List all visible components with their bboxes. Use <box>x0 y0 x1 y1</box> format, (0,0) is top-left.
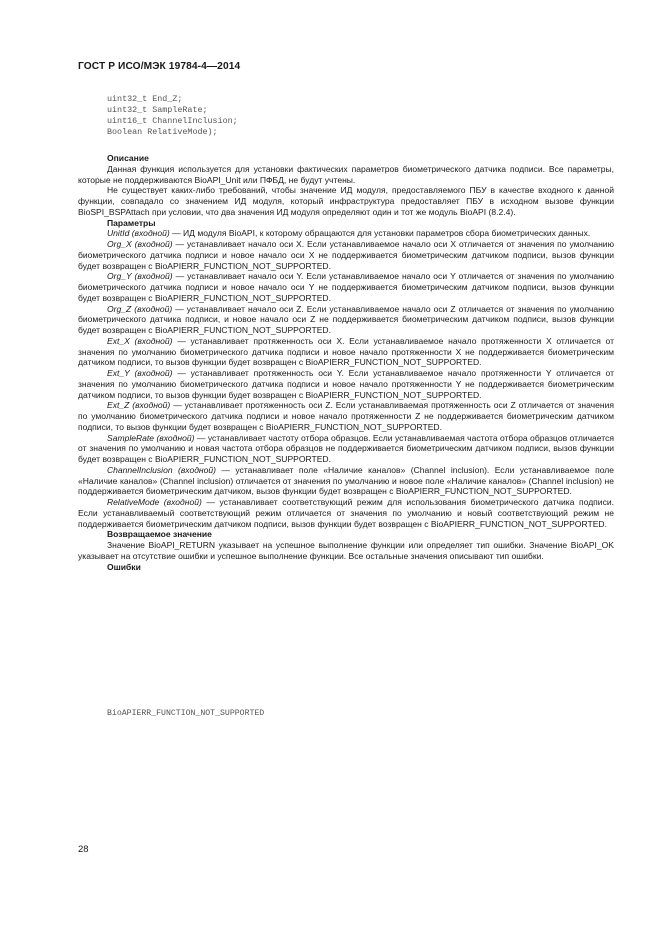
code-line: uint32_t SampleRate; <box>107 105 208 115</box>
parameter-name: ChannelInclusion (входной) <box>107 464 216 475</box>
parameter-name: Ext_X (входной) <box>107 335 173 346</box>
page-number: 28 <box>78 844 89 855</box>
description-paragraph: Не существует каких-либо требований, чтобы значение ИД модуля, предоставляемого ПБУ в качестве входного к данной функции, совпадало со значением ИД модуля, который инфраструктура предоставляет ПБУ в исходном вызове функции BioSPI_BSPAttach при условии, что два значения ИД модуля определяют один и тот же модуль BioAPI (8.2.4). <box>78 185 614 217</box>
parameter-text: — устанавливает частоту отбора образцов. Если устанавливаемая частота отбора образцов отличается от значения по умолчанию и новая частота отбора образцов не поддерживается биометрическим датчиком подписи, вызов функции будет возвращен с BioAPIERR_FUNCTION_NOT_SUPPORTED. <box>78 432 614 464</box>
code-line: uint32_t End_Z; <box>107 94 183 104</box>
parameter-item <box>78 304 614 336</box>
parameter-name: Ext_Z (входной) <box>107 400 171 411</box>
parameter-item <box>78 497 614 529</box>
error-code: BioAPIERR_FUNCTION_NOT_SUPPORTED <box>107 709 265 718</box>
parameter-text: — устанавливает протяженность оси Y. Если устанавливаемое начало протяженности Y отличается от значения по умолчанию биометрического датчика подписи и новое начало протяженности Y не поддерживается биометрическим датчиком подписи, то вызов функции будет возвращен с BioAPIERR_FUNCTION_NOT_SUPPORTED. <box>78 368 614 400</box>
code-line: uint16_t ChannelInclusion; <box>107 116 238 126</box>
parameter-text: — устанавливает начало оси X. Если устанавливаемое начало оси X отличается от значения по умолчанию биометрического датчика подписи и новое начало оси X не поддерживается биометрическим датчиком подписи, вызов функции будет возвращен с BioAPIERR_FUNCTION_NOT_SUPPORTED. <box>78 239 614 271</box>
parameter-item <box>78 368 614 400</box>
parameter-item <box>78 400 614 432</box>
parameter-name: RelativeMode (входной) <box>107 497 202 507</box>
description-heading: Описание <box>107 153 149 163</box>
description-paragraph: Данная функция используется для установки фактических параметров биометрического датчика подписи. Все параметры, которые не поддерживаются BioAPI_Unit или ПФБД, не будут учтены. <box>78 163 614 185</box>
parameter-name: Org_X (входной) <box>107 239 173 249</box>
parameter-text: — устанавливает протяженность оси Z. Если устанавливаемая протяженность оси Z отличается от значения по умолчанию биометрического датчика подписи и новое начало протяженности Z не поддерживается биометрическим датчиком подписи, то вызов функции будет возвращен с BioAPIERR_FUNCTION_NOT_SUPPORTED. <box>78 400 614 432</box>
parameters-heading: Параметры <box>107 217 156 228</box>
parameter-item <box>78 228 614 239</box>
return-value-heading: Возвращаемое значение <box>107 529 212 540</box>
code-block <box>107 94 238 138</box>
parameter-item <box>78 336 614 368</box>
parameter-text: — устанавливает протяженность оси X. Если устанавливаемое начало протяженности X отличается от значения по умолчанию биометрического датчика подписи и новое начало протяженности X не поддерживается биометрическим датчиком подписи, то вызов функции будет возвращен с BioAPIERR_FUNCTION_NOT_SUPPORTED. <box>78 335 615 368</box>
parameter-text: — устанавливает соответствующий режим для использования биометрического датчика подписи. Если устанавливаемый соответствующий режим отличается от значения по умолчанию и новый соответствующий режим не поддерживается биометрическим датчиком подписи, вызов функции будет возвращен с BioAPIERR_FUNCTION_NOT_SUPPORTED. <box>78 497 615 529</box>
parameter-name: Ext_Y (входной) <box>107 368 173 378</box>
document-header: ГОСТ Р ИСО/МЭК 19784-4—2014 <box>78 61 241 72</box>
parameter-item <box>78 239 614 271</box>
errors-heading: Ошибки <box>107 561 141 572</box>
parameter-item <box>78 433 614 465</box>
parameter-item <box>78 465 614 497</box>
parameter-text: — устанавливает начало оси Z. Если устанавливаемое начало оси Z отличается от значения по умолчанию биометрического датчика подписи, и новое начало оси Z не поддерживается биометрическим датчиком подписи, вызов функции будет возвращен с BioAPIERR_FUNCTION_NOT_SUPPORTED. <box>78 303 614 335</box>
main-content <box>78 153 614 572</box>
parameter-name: Org_Y (входной) <box>107 271 173 282</box>
parameter-text: — устанавливает начало оси Y. Если устанавливаемое начало оси Y отличается от значения по умолчанию биометрического датчика подписи и новое начало оси Y не поддерживается биометрическим датчиком подписи, вызов функции будет возвращен с BioAPIERR_FUNCTION_NOT_SUPPORTED. <box>78 271 614 303</box>
parameter-text: — устанавливает поле «Наличие каналов» (Channel inclusion). Если устанавливаемое поле «Наличие каналов» (Channel inclusion) отличается от значения по умолчанию и новое поле «Наличие каналов» (Channel inclusion) не поддерживается биометрическим датчиком, вызов функции будет возвращен с BioAPIERR_FUNCTION_NOT_SUPPORTED. <box>78 464 614 497</box>
parameter-text: — ИД модуля BioAPI, к которому обращаются для установки параметров сбора биометрических данных. <box>169 228 591 239</box>
return-value-paragraph: Значение BioAPI_RETURN указывает на успешное выполнение функции или определяет тип ошибки. Значение BioAPI_OK указывает на отсутствие ошибки и успешное выполнение функции. Все остальные значения описывают тип ошибки. <box>78 540 614 561</box>
parameter-item <box>78 271 614 303</box>
parameter-name: UnitId (входной) <box>107 228 170 239</box>
parameter-name: Org_Z (входной) <box>107 303 173 314</box>
parameter-name: SampleRate (входной) <box>107 432 195 443</box>
code-line: Boolean RelativeMode); <box>107 127 218 137</box>
